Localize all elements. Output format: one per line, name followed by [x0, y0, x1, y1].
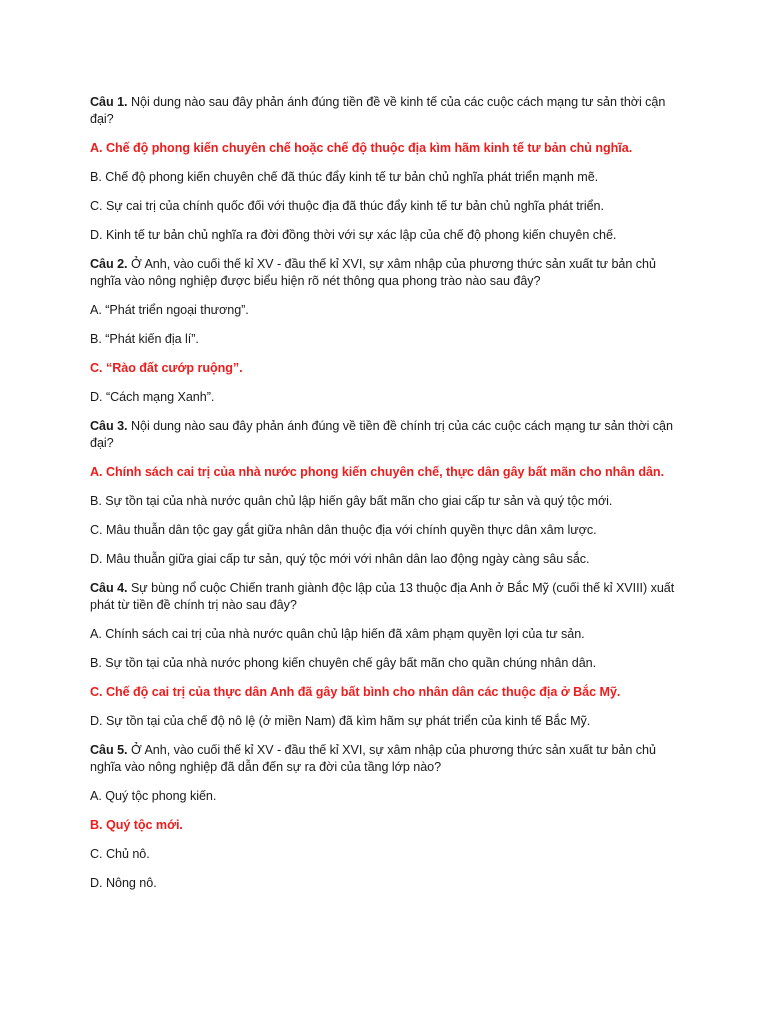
answer-5d: D. Nông nô. — [90, 876, 157, 890]
answer-2c: C. “Rào đất cướp ruộng”. — [90, 361, 243, 375]
answer-5a: A. Quý tộc phong kiến. — [90, 789, 217, 803]
question-number: Câu 5. — [90, 743, 128, 757]
answer-5c: C. Chủ nô. — [90, 847, 150, 861]
question-1 — [90, 94, 680, 128]
answer-1d: D. Kinh tế tư bản chủ nghĩa ra đời đồng thời với sự xác lập của chế độ phong kiến chuyên chế. — [90, 228, 617, 242]
document-page — [90, 94, 680, 904]
answer-5b: B. Quý tộc mới. — [90, 818, 183, 832]
question-text: Ở Anh, vào cuối thế kỉ XV - đầu thế kỉ XVI, sự xâm nhập của phương thức sản xuất tư bản chủ nghĩa vào nông nghiệp được biểu hiện rõ nét thông qua phong trào nào sau đây? — [90, 257, 656, 288]
answer-2a: A. “Phát triển ngoại thương”. — [90, 303, 249, 317]
answer-4b: B. Sự tồn tại của nhà nước phong kiến chuyên chế gây bất mãn cho quần chúng nhân dân. — [90, 656, 597, 670]
answer-2b: B. “Phát kiến địa lí”. — [90, 332, 199, 346]
question-number: Câu 3. — [90, 419, 128, 433]
question-5 — [90, 742, 680, 776]
question-text: Sự bùng nổ cuộc Chiến tranh giành độc lập của 13 thuộc địa Anh ở Bắc Mỹ (cuối thế kỉ XVIII) xuất phát từ tiền đề chính trị nào sau đây? — [90, 581, 675, 612]
question-4 — [90, 580, 680, 614]
question-2 — [90, 256, 680, 290]
question-text: Nội dung nào sau đây phản ánh đúng về tiền đề chính trị của các cuộc cách mạng tư sản thời cận đại? — [90, 419, 673, 450]
answer-4c: C. Chế độ cai trị của thực dân Anh đã gây bất bình cho nhân dân các thuộc địa ở Bắc Mỹ. — [90, 685, 621, 699]
answer-3b: B. Sự tồn tại của nhà nước quân chủ lập hiến gây bất mãn cho giai cấp tư sản và quý tộc mới. — [90, 494, 613, 508]
answer-4d: D. Sự tồn tại của chế độ nô lệ (ở miền Nam) đã kìm hãm sự phát triển của kinh tế Bắc Mỹ. — [90, 714, 591, 728]
answer-4a: A. Chính sách cai trị của nhà nước quân chủ lập hiến đã xâm phạm quyền lợi của tư sản. — [90, 627, 585, 641]
question-text: Nội dung nào sau đây phản ánh đúng tiền đề về kinh tế của các cuộc cách mạng tư sản thời cận đại? — [90, 95, 666, 126]
answer-2d: D. “Cách mạng Xanh”. — [90, 390, 215, 404]
question-3 — [90, 418, 680, 452]
question-number: Câu 2. — [90, 257, 128, 271]
answer-1b: B. Chế độ phong kiến chuyên chế đã thúc đẩy kinh tế tư bản chủ nghĩa phát triển mạnh mẽ. — [90, 170, 599, 184]
answer-1c: C. Sự cai trị của chính quốc đối với thuộc địa đã thúc đẩy kinh tế tư bản chủ nghĩa phát triển. — [90, 199, 604, 213]
answer-3c: C. Mâu thuẫn dân tộc gay gắt giữa nhân dân thuộc địa với chính quyền thực dân xâm lược. — [90, 523, 597, 537]
question-number: Câu 4. — [90, 581, 128, 595]
question-number: Câu 1. — [90, 95, 128, 109]
answer-3a: A. Chính sách cai trị của nhà nước phong kiến chuyên chế, thực dân gây bất mãn cho nhân dân. — [90, 465, 665, 479]
answer-1a: A. Chế độ phong kiến chuyên chế hoặc chế độ thuộc địa kìm hãm kinh tế tư bản chủ nghĩa. — [90, 141, 633, 155]
answer-3d: D. Mâu thuẫn giữa giai cấp tư sản, quý tộc mới với nhân dân lao động ngày càng sâu sắc. — [90, 552, 590, 566]
question-text: Ở Anh, vào cuối thế kỉ XV - đầu thế kỉ XVI, sự xâm nhập của phương thức sản xuất tư bản chủ nghĩa vào nông nghiệp đã dẫn đến sự ra đời của tầng lớp nào? — [90, 743, 656, 774]
